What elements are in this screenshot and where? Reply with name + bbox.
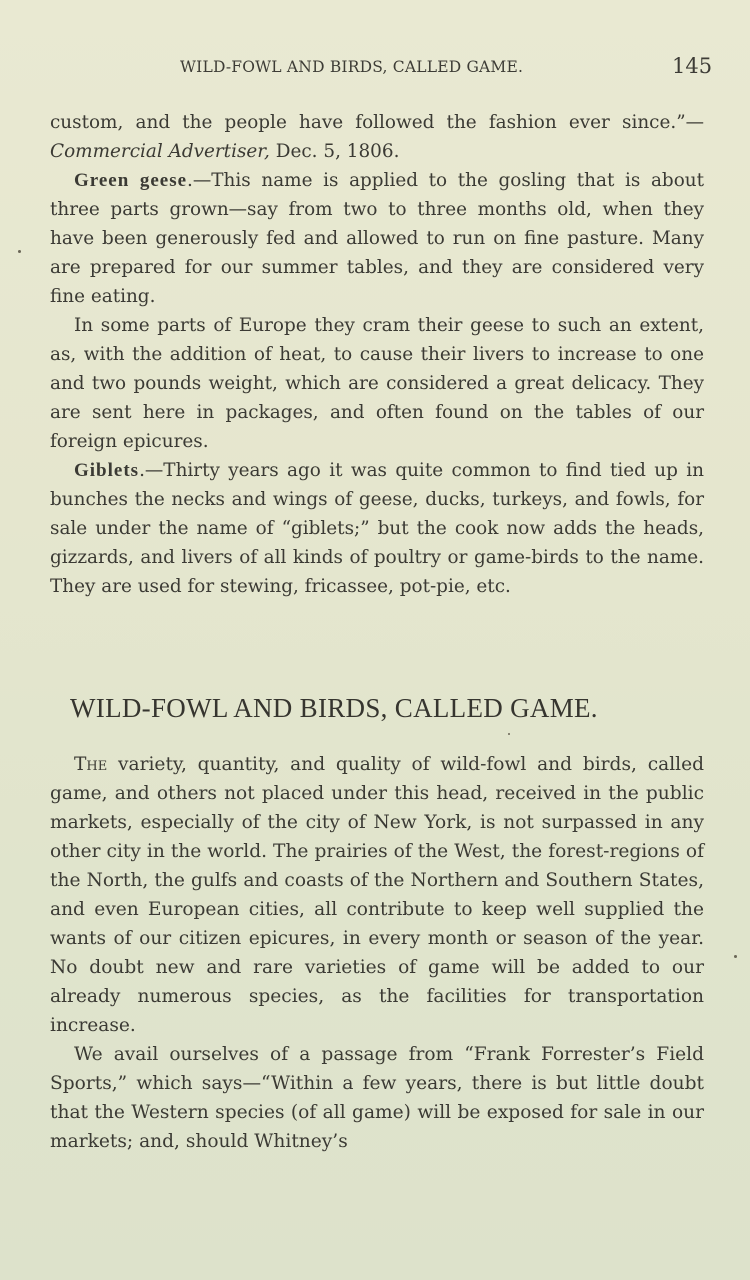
paper-speck [18,250,21,253]
citation-date: Dec. 5, 1806. [269,141,400,162]
paragraph-europe: In some parts of Europe they cram their geese to such an extent, as, with the addition of heat, to cause their livers to increase to one and two pounds weight, which are considered a great delicacy. They are sent here in packages, and often found on the tables of our foreign epicures. [50,315,704,452]
paragraph-green-geese-text: .—This name is applied to the gosling that is about three parts grown—say from two to three months old, when they have been generously fed and allowed to run on fine pasture. Many are prepared for our summer tables, and they are considered very fine eating. [50,170,705,307]
section-heading: WILD-FOWL AND BIRDS, CALLED GAME. [70,693,598,723]
lower-text-block [50,750,704,1156]
paragraph-forrester: We avail ourselves of a passage from “Frank Forrester’s Field Sports,” which says—“Within a few years, there is but little doubt that the Western species (of all game) will be exposed for sale in our markets; and, should Whitney’s [50,1044,704,1152]
paragraph-green-geese [50,166,704,311]
paragraph-custom [50,108,704,166]
paragraph-variety [50,750,704,1040]
paragraph-giblets [50,456,704,601]
paragraph-custom-text: custom, and the people have followed the fashion ever since.”— [50,112,704,133]
paper-speck [508,733,510,735]
upper-text-block [50,108,704,601]
paragraph-giblets-text: .—Thirty years ago it was quite common to find tied up in bunches the necks and wings of geese, ducks, turkeys, and fowls, for sale under the name of “giblets;” but the cook now adds the heads, gizzards, and livers of all kinds of poultry or game-birds to the name. They are used for stewing, fricassee, pot-pie, etc. [50,460,704,597]
paragraph-variety-lead: The [74,754,108,775]
paper-speck [734,955,737,958]
term-green-geese: Green geese [74,170,188,191]
paragraph-variety-text: variety, quantity, and quality of wild-fowl and birds, called game, and others not placed under this head, received in the public markets, especially of the city of New York, is not surpassed in any other city in the world. The prairies of the West, the forest-regions of the North, the gulfs and coasts of the Northern and Southern States, and even European cities, all contribute to keep well supplied the wants of our citizen epicures, in every month or season of the year. No doubt new and rare varieties of game will be added to our already numerous species, as the facilities for transportation increase. [50,754,704,1036]
term-giblets: Giblets [74,460,140,481]
running-head: WILD-FOWL AND BIRDS, CALLED GAME. [180,58,524,76]
source-citation: Commercial Advertiser, [50,141,270,162]
page-number: 145 [672,54,713,78]
